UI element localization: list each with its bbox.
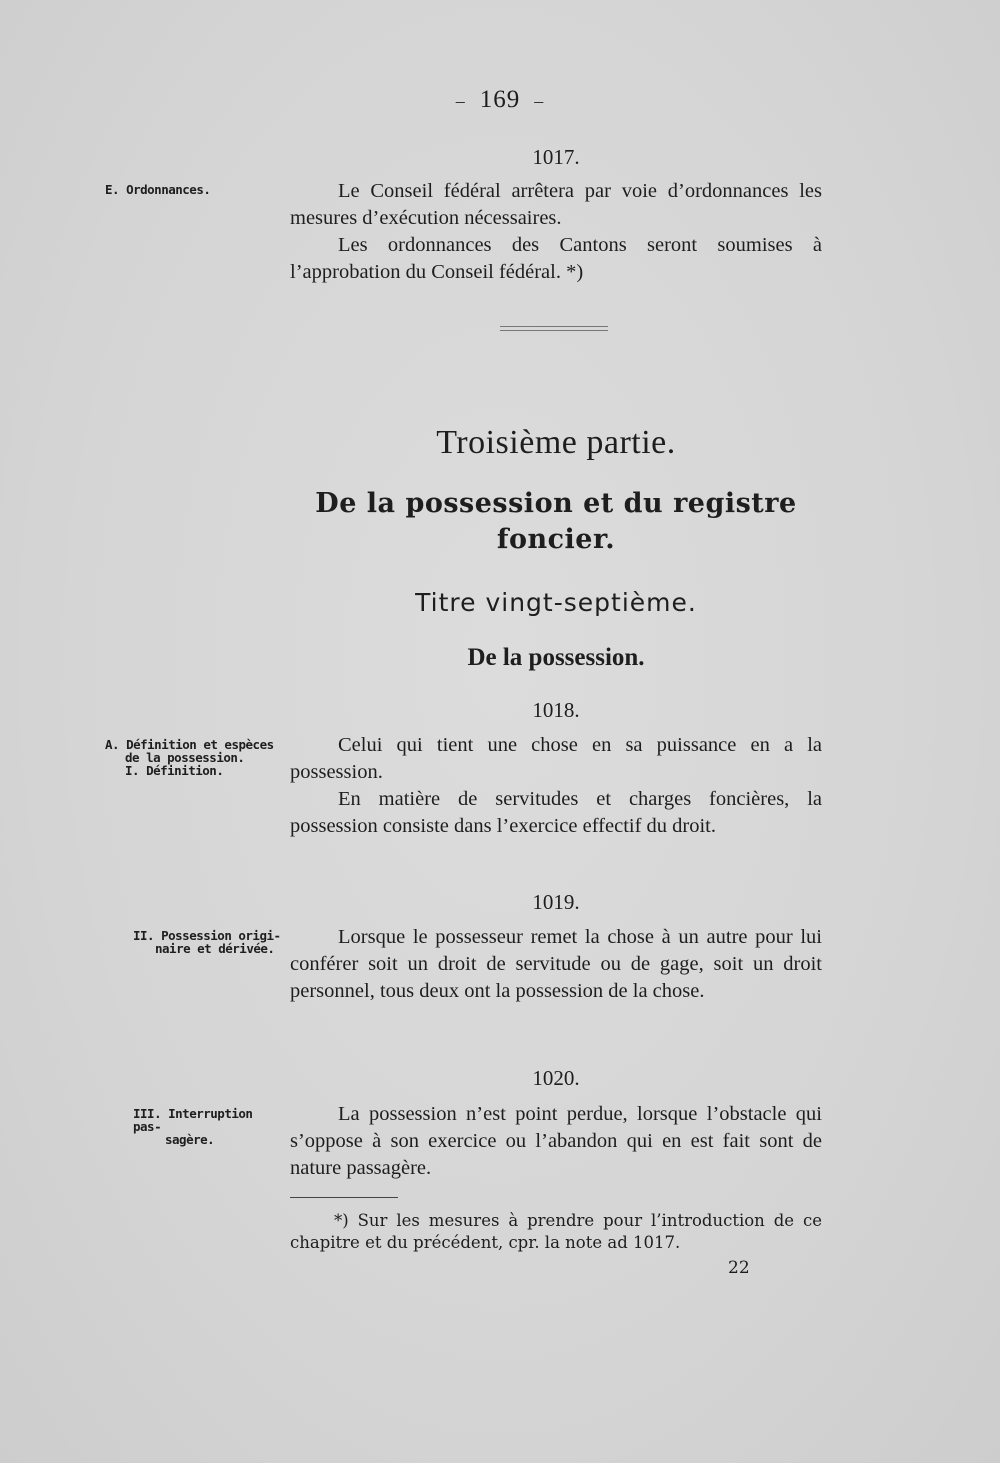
title-subheading: De la possession. — [467, 644, 645, 671]
article-1020-paragraph-1: La possession n’est point perdue, lorsque l’obstacle qui s’oppose à son exercice ou l’abandon qui en est fait sont de nature passagère. — [290, 1103, 822, 1179]
part-subtitle: De la possession et du registre foncier. — [315, 488, 797, 555]
margin-line: de la possession. — [125, 750, 245, 765]
article-1019-margin-note — [105, 929, 283, 955]
article-1019-paragraph-1: Lorsque le possesseur remet la chose à un autre pour lui conférer soit un droit de servitude ou de gage, soit un droit personnel, tous deux ont la possession de la chose. — [290, 926, 822, 1002]
margin-line: II. Possession origi- — [133, 928, 281, 943]
article-1020-text — [290, 1101, 822, 1182]
article-1017-margin-note: E. Ordonnances. — [105, 182, 211, 197]
article-1018-paragraph-1: Celui qui tient une chose en sa puissance en a la possession. — [290, 734, 822, 783]
article-1019-number: 1019. — [532, 890, 580, 914]
article-1017-paragraph-1: Le Conseil fédéral arrêtera par voie d’ordonnances les mesures d’exécution nécessaires. — [290, 180, 822, 229]
part-title: Troisième partie. — [436, 424, 676, 461]
page-number: 169 — [479, 86, 521, 113]
article-1018-number: 1018. — [532, 698, 580, 722]
article-1017-text — [290, 178, 822, 286]
page-number-header — [0, 86, 1000, 114]
signature-mark: 22 — [728, 1258, 750, 1278]
article-1017-number: 1017. — [532, 145, 580, 169]
article-1020-margin-note — [105, 1107, 283, 1146]
article-1019-text — [290, 924, 822, 1005]
article-1018-margin-note — [105, 738, 283, 777]
margin-line: A. Définition et espèces — [105, 737, 274, 752]
footnote-rule — [290, 1197, 398, 1198]
margin-line: naire et dérivée. — [155, 941, 275, 956]
margin-line: III. Interruption pas- — [133, 1106, 253, 1134]
page-dash-right: – — [534, 90, 545, 111]
title-heading: Titre vingt-septième. — [415, 588, 697, 617]
article-1020-number: 1020. — [532, 1066, 580, 1090]
page-dash-left: – — [455, 90, 466, 111]
margin-line: sagère. — [165, 1132, 215, 1147]
footnote — [290, 1210, 822, 1254]
article-1018-text — [290, 732, 822, 840]
footnote-text: *) Sur les mesures à prendre pour l’introduction de ce chapitre et du précédent, cpr. la note ad 1017. — [290, 1211, 822, 1252]
margin-line: I. Définition. — [125, 763, 224, 778]
article-1017-paragraph-2: Les ordonnances des Cantons seront soumises à l’approbation du Conseil fédéral. *) — [290, 234, 822, 283]
article-1018-paragraph-2: En matière de servitudes et charges foncières, la possession consiste dans l’exercice effectif du droit. — [290, 788, 822, 837]
section-divider — [500, 326, 608, 331]
